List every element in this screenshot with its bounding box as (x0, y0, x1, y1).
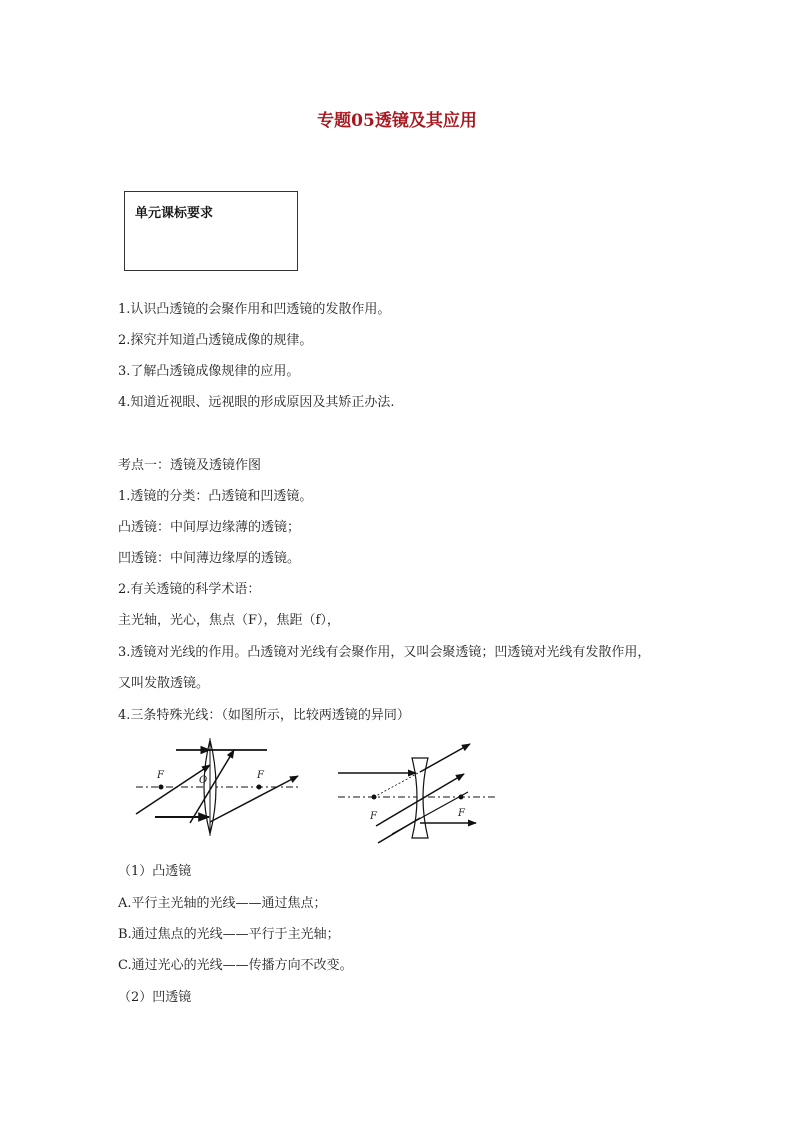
text-line: 又叫发散透镜。 (118, 676, 210, 691)
focus-point-right (459, 795, 464, 800)
text-line: B.通过焦点的光线——平行于主光轴； (118, 927, 340, 942)
text-line: 3.透镜对光线的作用。凸透镜对光线有会聚作用，又叫会聚透镜；凹透镜对光线有发散作用， (118, 645, 651, 660)
focus-label-left: F (157, 770, 164, 781)
text-line: C.通过光心的光线——传播方向不改变。 (118, 958, 353, 973)
text-line: 主光轴，光心，焦点（F），焦距（f）， (118, 613, 340, 628)
text-line: 4.三条特殊光线：（如图所示，比较两透镜的异同） (118, 708, 410, 723)
ray-extension (374, 772, 420, 797)
ray-through-focus (136, 765, 210, 814)
subheading-convex: （1）凸透镜 (118, 864, 192, 879)
focus-label-right: F (257, 770, 264, 781)
text-line: 凹透镜：中间薄边缘厚的透镜。 (118, 551, 301, 566)
requirement-item: 3.了解凸透镜成像规律的应用。 (118, 364, 300, 379)
text-line: 1.透镜的分类：凸透镜和凹透镜。 (118, 489, 313, 504)
convex-lens-diagram (130, 738, 305, 838)
focus-label-right: F (458, 808, 465, 819)
subheading-concave: （2）凹透镜 (118, 990, 192, 1005)
text-line: A.平行主光轴的光线——通过焦点； (118, 896, 327, 911)
requirement-item: 4.知道近视眼、远视眼的形成原因及其矫正办法. (118, 395, 395, 410)
focus-point-right (257, 785, 262, 790)
ray-lower (392, 792, 468, 834)
focus-point-left (372, 795, 377, 800)
section-box-label: 单元课标要求 (135, 206, 214, 221)
requirement-item: 2.探究并知道凸透镜成像的规律。 (118, 333, 313, 348)
requirement-item: 1.认识凸透镜的会聚作用和凹透镜的发散作用。 (118, 302, 391, 317)
section-box (124, 191, 298, 271)
text-line: 2.有关透镜的科学术语： (118, 582, 261, 597)
focus-label-left: F (370, 811, 377, 822)
ray-converging (210, 776, 298, 822)
focus-point-left (159, 785, 164, 790)
center-label: O (199, 775, 208, 786)
concave-lens-shape (412, 758, 428, 838)
text-line: 凸透镜：中间厚边缘薄的透镜； (118, 520, 301, 535)
page-title: 专题05透镜及其应用 (317, 111, 477, 131)
kaodian-heading: 考点一：透镜及透镜作图 (118, 458, 262, 473)
concave-lens-diagram (334, 740, 504, 846)
